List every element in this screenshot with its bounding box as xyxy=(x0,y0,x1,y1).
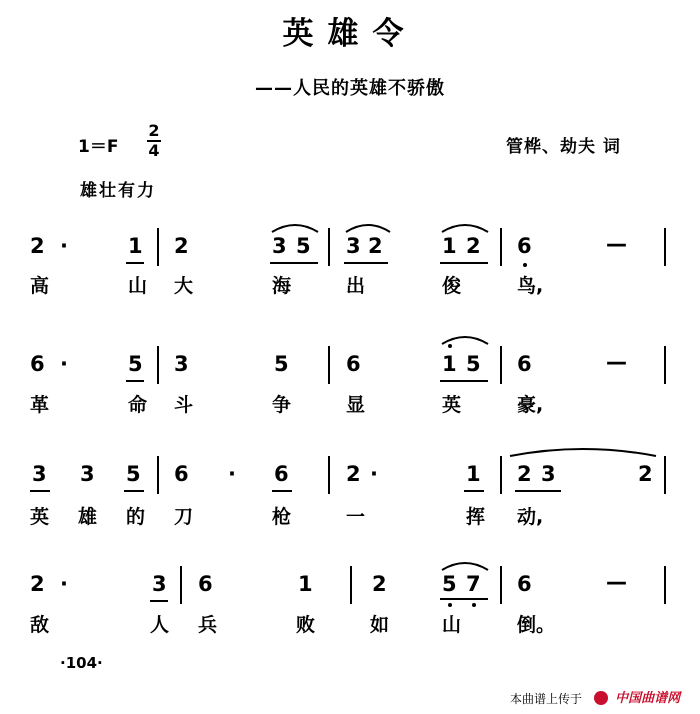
slur xyxy=(440,220,490,234)
lyric: 豪, xyxy=(517,394,544,416)
note: 3 xyxy=(272,234,287,258)
lyric: 命 xyxy=(128,394,148,416)
song-title: 英雄令 xyxy=(282,16,418,52)
underline xyxy=(464,490,484,492)
lyric: 如 xyxy=(370,614,390,636)
note: 2 xyxy=(638,462,653,486)
lyric: 的 xyxy=(126,506,146,528)
lyric: 雄 xyxy=(78,506,98,528)
lyricist-credit: 管桦、劫夫 词 xyxy=(506,137,621,157)
note: 3 xyxy=(174,352,189,376)
note: 5 xyxy=(296,234,311,258)
lyric: 俊 xyxy=(442,275,462,297)
note: 6 xyxy=(274,462,289,486)
underline xyxy=(124,490,144,492)
sustain-dash: — xyxy=(606,570,627,594)
barline xyxy=(664,566,666,604)
barline xyxy=(180,566,182,604)
underline xyxy=(270,262,318,264)
lyric: 大 xyxy=(174,275,194,297)
barline xyxy=(500,566,502,604)
underline xyxy=(515,490,561,492)
lyric: 鸟, xyxy=(517,275,544,297)
dot-duration: · xyxy=(60,234,68,258)
underline xyxy=(150,600,168,602)
note: 3 xyxy=(32,462,47,486)
tempo-marking: 雄壮有力 xyxy=(80,181,156,201)
time-signature-bottom: 4 xyxy=(148,141,160,160)
note: 1 xyxy=(466,462,481,486)
lyric: 兵 xyxy=(198,614,218,636)
barline xyxy=(350,566,352,604)
note: 6 xyxy=(517,352,532,376)
underline xyxy=(344,262,388,264)
site-name: 中国曲谱网 xyxy=(615,691,681,706)
note: 3 xyxy=(541,462,556,486)
sustain-dash: — xyxy=(606,350,627,374)
note: 5 xyxy=(442,572,457,596)
barline xyxy=(157,456,159,494)
lower-octave-dot xyxy=(448,603,452,607)
barline xyxy=(328,456,330,494)
lyric: 败 xyxy=(296,614,316,636)
slur xyxy=(508,446,658,458)
slur xyxy=(440,558,490,572)
lyric: 斗 xyxy=(174,394,194,416)
lower-octave-dot xyxy=(523,263,527,267)
note: 1 xyxy=(442,234,457,258)
barline xyxy=(664,228,666,266)
lyric: 海 xyxy=(272,275,292,297)
note: 2 xyxy=(30,572,45,596)
lyric: 枪 xyxy=(272,506,292,528)
slur xyxy=(270,220,320,234)
lyric: 人 xyxy=(150,614,170,636)
time-signature-top: 2 xyxy=(148,121,160,140)
dot-duration: · xyxy=(60,352,68,376)
barline xyxy=(500,456,502,494)
barline xyxy=(328,346,330,384)
barline xyxy=(500,346,502,384)
note: 2 xyxy=(30,234,45,258)
lyric: 出 xyxy=(346,275,366,297)
lyric: 敌 xyxy=(30,614,50,636)
lyric: 争 xyxy=(272,394,292,416)
note: 3 xyxy=(152,572,167,596)
note: 7 xyxy=(466,572,481,596)
note: 5 xyxy=(126,462,141,486)
barline xyxy=(328,228,330,266)
note: 6 xyxy=(198,572,213,596)
note: 2 xyxy=(517,462,532,486)
note: 2 xyxy=(346,462,361,486)
lyric: 刀 xyxy=(174,506,194,528)
note: 2 xyxy=(368,234,383,258)
lyric: 倒。 xyxy=(517,614,556,636)
underline xyxy=(440,598,488,600)
lyric: 挥 xyxy=(466,506,486,528)
barline xyxy=(157,228,159,266)
time-signature xyxy=(146,122,162,160)
underline xyxy=(272,490,292,492)
underline xyxy=(126,262,144,264)
note: 3 xyxy=(346,234,361,258)
dot-duration: · xyxy=(60,572,68,596)
logo-icon xyxy=(594,691,608,705)
lyric: 革 xyxy=(30,394,50,416)
note: 6 xyxy=(517,234,532,258)
underline xyxy=(126,380,144,382)
note: 1 xyxy=(298,572,313,596)
underline xyxy=(440,262,488,264)
note: 6 xyxy=(174,462,189,486)
barline xyxy=(500,228,502,266)
lyric: 动, xyxy=(517,506,544,528)
note: 6 xyxy=(30,352,45,376)
barline xyxy=(664,456,666,494)
note: 2 xyxy=(174,234,189,258)
lyric: 山 xyxy=(128,275,148,297)
note: 5 xyxy=(466,352,481,376)
note: 2 xyxy=(466,234,481,258)
lyric: 高 xyxy=(30,275,50,297)
lyric: 英 xyxy=(30,506,50,528)
lyric: 显 xyxy=(346,394,366,416)
upper-octave-dot xyxy=(448,344,452,348)
song-subtitle: ——人民的英雄不骄傲 xyxy=(255,78,445,99)
site-logo[interactable] xyxy=(594,687,680,706)
key-signature: 1＝F xyxy=(78,137,119,157)
sustain-dash: — xyxy=(606,232,627,256)
note: 1 xyxy=(128,234,143,258)
underline xyxy=(440,380,488,382)
dot-duration: · xyxy=(370,462,378,486)
lower-octave-dot xyxy=(472,603,476,607)
barline xyxy=(664,346,666,384)
slur xyxy=(344,220,392,234)
page-number: ·104· xyxy=(60,654,103,672)
upload-notice: 本曲谱上传于 xyxy=(510,692,583,706)
note: 5 xyxy=(274,352,289,376)
note: 6 xyxy=(346,352,361,376)
lyric: 英 xyxy=(442,394,462,416)
note: 5 xyxy=(128,352,143,376)
note: 6 xyxy=(517,572,532,596)
note: 1 xyxy=(442,352,457,376)
lyric: 山 xyxy=(442,614,462,636)
underline xyxy=(30,490,50,492)
barline xyxy=(157,346,159,384)
dot-duration: · xyxy=(228,462,236,486)
note: 2 xyxy=(372,572,387,596)
lyric: 一 xyxy=(346,506,366,528)
note: 3 xyxy=(80,462,95,486)
